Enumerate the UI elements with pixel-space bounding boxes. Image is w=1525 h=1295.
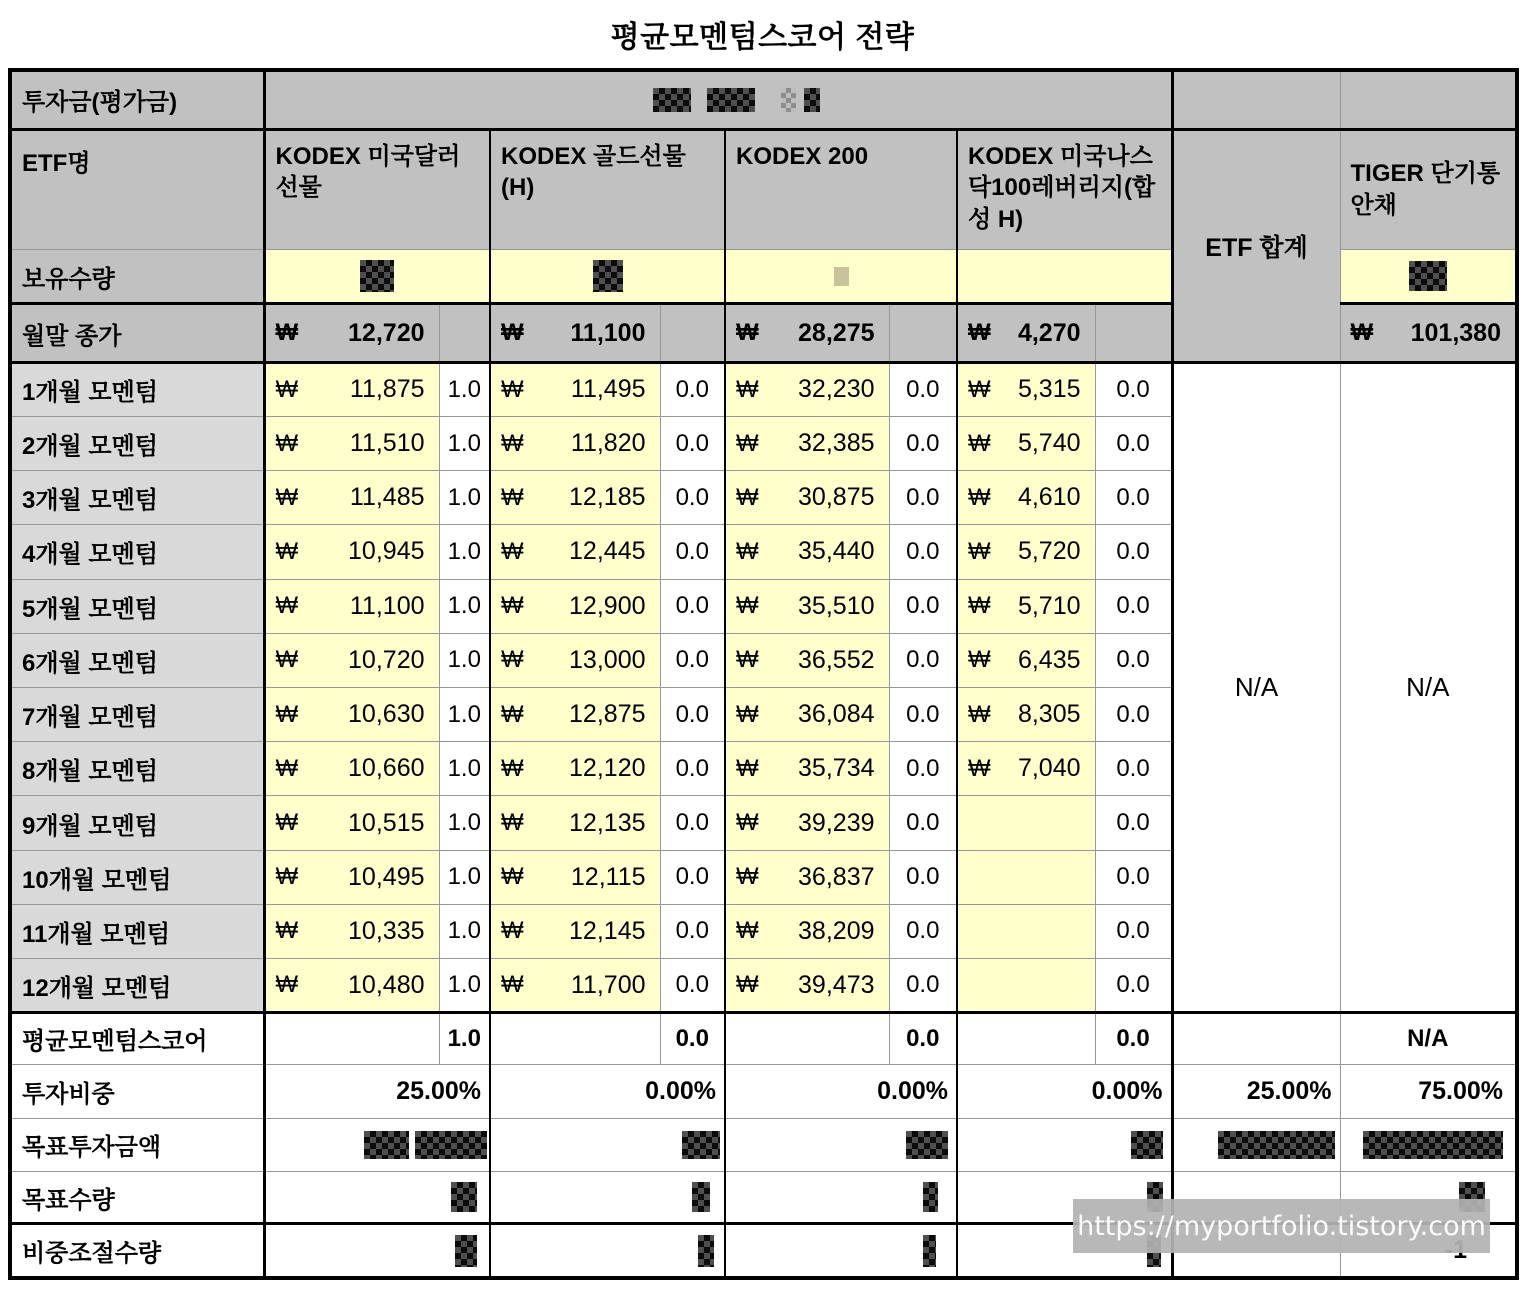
- won-symbol: ₩: [736, 700, 759, 728]
- momentum-row-label: 5개월 모멘텀: [10, 579, 264, 633]
- won-symbol: ₩: [968, 700, 991, 728]
- momentum-score-cell: 1.0: [439, 904, 490, 958]
- momentum-value-cell: ₩ 12,900: [490, 579, 660, 633]
- momentum-row-label: 4개월 모멘텀: [10, 525, 264, 579]
- momentum-row-label: 3개월 모멘텀: [10, 471, 264, 525]
- momentum-score-cell: 0.0: [1095, 742, 1172, 796]
- censored-value: [1363, 1131, 1503, 1159]
- weight-tiger: 75.00%: [1340, 1064, 1517, 1118]
- momentum-score-cell: 0.0: [660, 742, 725, 796]
- won-symbol: ₩: [968, 483, 991, 511]
- won-symbol: ₩: [275, 319, 299, 347]
- won-symbol: ₩: [968, 592, 991, 620]
- momentum-value-cell: ₩ 12,135: [490, 796, 660, 850]
- momentum-score-cell: 1.0: [439, 579, 490, 633]
- momentum-value-cell: ₩ 7,040: [957, 742, 1095, 796]
- holdings-nasdaq-cell: [957, 250, 1172, 304]
- won-symbol: ₩: [968, 754, 991, 782]
- row-etf-names: [10, 129, 1517, 249]
- rebalance-usd-censored: [264, 1224, 490, 1278]
- weight-kodex200: 0.00%: [725, 1064, 957, 1118]
- avg-etf-total-cell: [1172, 1013, 1340, 1064]
- won-symbol: ₩: [736, 754, 759, 782]
- avg-kodex200-value-cell: [725, 1013, 889, 1064]
- won-symbol: ₩: [275, 863, 299, 891]
- momentum-score-cell: 0.0: [889, 959, 957, 1013]
- momentum-score-cell: 0.0: [889, 471, 957, 525]
- won-symbol: ₩: [275, 592, 299, 620]
- censored-value: [360, 260, 394, 292]
- won-symbol: ₩: [968, 375, 991, 403]
- invest-etf-total-cell: [1172, 70, 1340, 129]
- censored-value: [692, 1182, 710, 1212]
- weight-usd: 25.00%: [264, 1064, 490, 1118]
- row-invest-amount: [10, 70, 1517, 129]
- target-qty-kodex200-censored: [725, 1171, 957, 1223]
- won-symbol: ₩: [968, 537, 991, 565]
- won-symbol: ₩: [501, 700, 524, 728]
- momentum-score-cell: 0.0: [1095, 633, 1172, 687]
- momentum-value-cell: ₩ 11,485: [264, 471, 439, 525]
- close-usd-score-cell: [439, 304, 490, 362]
- close-gold-score-cell: [660, 304, 725, 362]
- avg-nasdaq-value-cell: [957, 1013, 1095, 1064]
- won-symbol: ₩: [736, 917, 759, 945]
- won-symbol: ₩: [736, 592, 759, 620]
- momentum-score-cell: 0.0: [1095, 904, 1172, 958]
- target-qty-gold-censored: [490, 1171, 725, 1223]
- avg-kodex200-score: 0.0: [889, 1013, 957, 1064]
- momentum-value-cell: ₩ 8,305: [957, 687, 1095, 741]
- won-symbol: ₩: [736, 646, 759, 674]
- momentum-value-cell: ₩ 32,385: [725, 416, 889, 470]
- won-symbol: ₩: [501, 863, 524, 891]
- censored-value: [1218, 1131, 1335, 1159]
- momentum-value-cell: ₩ 6,435: [957, 633, 1095, 687]
- momentum-score-cell: 0.0: [1095, 525, 1172, 579]
- momentum-value-cell: [957, 904, 1095, 958]
- weight-gold: 0.00%: [490, 1064, 725, 1118]
- close-kodex200: ₩ 28,275: [725, 304, 889, 362]
- won-symbol: ₩: [275, 809, 299, 837]
- momentum-value-cell: ₩ 38,209: [725, 904, 889, 958]
- holdings-kodex200-censored: [725, 250, 957, 304]
- momentum-row-label: 2개월 모멘텀: [10, 416, 264, 470]
- momentum-value-cell: ₩ 11,820: [490, 416, 660, 470]
- target-amount-kodex200-censored: [725, 1118, 957, 1171]
- momentum-value-cell: ₩ 35,734: [725, 742, 889, 796]
- etf-name-tiger: TIGER 단기통안채: [1340, 129, 1517, 249]
- momentum-score-cell: 0.0: [889, 579, 957, 633]
- momentum-row-label: 6개월 모멘텀: [10, 633, 264, 687]
- won-symbol: ₩: [736, 863, 759, 891]
- row-target-amount: [10, 1118, 1517, 1171]
- won-symbol: ₩: [501, 375, 524, 403]
- momentum-score-cell: 0.0: [660, 904, 725, 958]
- censored-value: [1131, 1131, 1163, 1159]
- close-label: 월말 종가: [10, 304, 264, 362]
- momentum-score-cell: 1.0: [439, 362, 490, 416]
- momentum-score-cell: 0.0: [660, 687, 725, 741]
- momentum-row-label: 9개월 모멘텀: [10, 796, 264, 850]
- momentum-score-cell: 1.0: [439, 850, 490, 904]
- won-symbol: ₩: [501, 537, 524, 565]
- won-symbol: ₩: [275, 971, 299, 999]
- rebalance-gold-censored: [490, 1224, 725, 1278]
- momentum-value-cell: ₩ 12,115: [490, 850, 660, 904]
- momentum-value-cell: ₩ 32,230: [725, 362, 889, 416]
- momentum-value-cell: ₩ 5,740: [957, 416, 1095, 470]
- won-symbol: ₩: [275, 646, 299, 674]
- momentum-value-cell: ₩ 36,084: [725, 687, 889, 741]
- won-symbol: ₩: [501, 592, 524, 620]
- censored-value: [415, 1131, 487, 1159]
- won-symbol: ₩: [968, 429, 991, 457]
- momentum-value-cell: ₩ 36,552: [725, 633, 889, 687]
- close-kodex200-score-cell: [889, 304, 957, 362]
- target-amount-etf-total-censored: [1172, 1118, 1340, 1171]
- momentum-value-cell: ₩ 39,473: [725, 959, 889, 1013]
- invest-tiger-cell: [1340, 70, 1517, 129]
- invest-amount-label: 투자금(평가금): [10, 70, 264, 129]
- row-avg-momentum-score: [10, 1013, 1517, 1064]
- close-tiger: ₩ 101,380: [1340, 304, 1517, 362]
- won-symbol: ₩: [736, 375, 759, 403]
- momentum-score-cell: 0.0: [1095, 471, 1172, 525]
- close-gold: ₩ 11,100: [490, 304, 660, 362]
- won-symbol: ₩: [1350, 319, 1374, 347]
- momentum-value-cell: [957, 959, 1095, 1013]
- momentum-score-cell: 1.0: [439, 796, 490, 850]
- momentum-score-cell: 1.0: [439, 687, 490, 741]
- target-qty-usd-censored: [264, 1171, 490, 1223]
- momentum-score-cell: 1.0: [439, 525, 490, 579]
- momentum-value-cell: ₩ 10,945: [264, 525, 439, 579]
- avg-usd-value-cell: [264, 1013, 439, 1064]
- momentum-value-cell: ₩ 10,480: [264, 959, 439, 1013]
- target-amount-label: 목표투자금액: [10, 1118, 264, 1171]
- momentum-row-label: 8개월 모멘텀: [10, 742, 264, 796]
- etf-name-nasdaq-leverage: KODEX 미국나스닥100레버리지(합성 H): [957, 129, 1172, 249]
- momentum-strategy-table: [8, 68, 1519, 1280]
- momentum-value-cell: ₩ 30,875: [725, 471, 889, 525]
- target-amount-usd-censored: [264, 1118, 490, 1171]
- won-symbol: ₩: [501, 429, 524, 457]
- momentum-score-cell: 0.0: [889, 850, 957, 904]
- momentum-row-label: 7개월 모멘텀: [10, 687, 264, 741]
- momentum-score-cell: 0.0: [1095, 579, 1172, 633]
- momentum-score-cell: 0.0: [1095, 850, 1172, 904]
- momentum-value-cell: ₩ 11,510: [264, 416, 439, 470]
- momentum-value-cell: [957, 796, 1095, 850]
- target-amount-tiger-censored: [1340, 1118, 1517, 1171]
- momentum-score-cell: 1.0: [439, 633, 490, 687]
- holdings-usd-censored: [264, 250, 490, 304]
- won-symbol: ₩: [275, 483, 299, 511]
- momentum-value-cell: ₩ 10,335: [264, 904, 439, 958]
- censored-value: [451, 1182, 477, 1212]
- censored-value: [455, 1235, 477, 1267]
- momentum-tiger-na: N/A: [1340, 362, 1517, 1013]
- censored-value: [682, 1131, 720, 1159]
- won-symbol: ₩: [275, 700, 299, 728]
- momentum-score-cell: 1.0: [439, 471, 490, 525]
- invest-amount-value-censored: [264, 70, 1172, 129]
- momentum-row-label: 11개월 모멘텀: [10, 904, 264, 958]
- won-symbol: ₩: [736, 537, 759, 565]
- won-symbol: ₩: [968, 319, 991, 347]
- momentum-score-cell: 0.0: [889, 416, 957, 470]
- momentum-row-label: 10개월 모멘텀: [10, 850, 264, 904]
- etf-name-kodex200: KODEX 200: [725, 129, 957, 249]
- momentum-value-cell: ₩ 39,239: [725, 796, 889, 850]
- momentum-score-cell: 0.0: [660, 959, 725, 1013]
- avg-usd-score: 1.0: [439, 1013, 490, 1064]
- censored-value: [364, 1131, 409, 1159]
- momentum-score-cell: 0.0: [1095, 362, 1172, 416]
- censored-value: [906, 1131, 948, 1159]
- momentum-score-cell: 0.0: [1095, 687, 1172, 741]
- momentum-score-cell: 0.0: [1095, 796, 1172, 850]
- censored-value: [923, 1235, 936, 1267]
- momentum-score-cell: 1.0: [439, 959, 490, 1013]
- weight-etf-total: 25.00%: [1172, 1064, 1340, 1118]
- momentum-score-cell: 0.0: [660, 362, 725, 416]
- avg-nasdaq-score: 0.0: [1095, 1013, 1172, 1064]
- target-amount-gold-censored: [490, 1118, 725, 1171]
- etf-name-usd-futures: KODEX 미국달러선물: [264, 129, 490, 249]
- avg-tiger-na: N/A: [1340, 1013, 1517, 1064]
- close-usd: ₩ 12,720: [264, 304, 439, 362]
- momentum-row-label: 12개월 모멘텀: [10, 959, 264, 1013]
- momentum-value-cell: ₩ 10,495: [264, 850, 439, 904]
- won-symbol: ₩: [501, 754, 524, 782]
- won-symbol: ₩: [501, 483, 524, 511]
- censored-value: [834, 267, 849, 286]
- row-invest-weight: [10, 1064, 1517, 1118]
- momentum-score-cell: 1.0: [439, 742, 490, 796]
- avg-score-label: 평균모멘텀스코어: [10, 1013, 264, 1064]
- momentum-value-cell: ₩ 11,495: [490, 362, 660, 416]
- censored-value: [698, 1235, 714, 1267]
- censored-value: [593, 260, 623, 292]
- holdings-tiger-censored: [1340, 250, 1517, 304]
- momentum-value-cell: ₩ 10,515: [264, 796, 439, 850]
- momentum-value-cell: ₩ 13,000: [490, 633, 660, 687]
- censored-value: [653, 72, 1171, 128]
- avg-gold-score: 0.0: [660, 1013, 725, 1064]
- etf-total-header: ETF 합계: [1172, 129, 1340, 362]
- watermark: https://myportfolio.tistory.com: [1073, 1199, 1490, 1253]
- momentum-value-cell: ₩ 12,120: [490, 742, 660, 796]
- page-title: 평균모멘텀스코어 전략: [610, 21, 915, 54]
- won-symbol: ₩: [736, 809, 759, 837]
- momentum-score-cell: 0.0: [660, 850, 725, 904]
- won-symbol: ₩: [736, 319, 759, 347]
- momentum-score-cell: 0.0: [889, 742, 957, 796]
- target-qty-label: 목표수량: [10, 1171, 264, 1223]
- won-symbol: ₩: [968, 646, 991, 674]
- momentum-value-cell: ₩ 5,720: [957, 525, 1095, 579]
- momentum-value-cell: ₩ 12,145: [490, 904, 660, 958]
- weight-label: 투자비중: [10, 1064, 264, 1118]
- won-symbol: ₩: [275, 917, 299, 945]
- momentum-value-cell: ₩ 5,315: [957, 362, 1095, 416]
- weight-nasdaq: 0.00%: [957, 1064, 1172, 1118]
- momentum-value-cell: ₩ 11,700: [490, 959, 660, 1013]
- momentum-value-cell: ₩ 4,610: [957, 471, 1095, 525]
- won-symbol: ₩: [275, 375, 299, 403]
- rebalance-label: 비중조절수량: [10, 1224, 264, 1278]
- won-symbol: ₩: [275, 754, 299, 782]
- etf-name-label: ETF명: [10, 129, 264, 249]
- won-symbol: ₩: [736, 429, 759, 457]
- momentum-value-cell: ₩ 12,185: [490, 471, 660, 525]
- target-amount-nasdaq-censored: [957, 1118, 1172, 1171]
- momentum-value-cell: ₩ 12,875: [490, 687, 660, 741]
- won-symbol: ₩: [736, 971, 759, 999]
- avg-gold-value-cell: [490, 1013, 660, 1064]
- won-symbol: ₩: [275, 429, 299, 457]
- momentum-score-cell: 0.0: [889, 525, 957, 579]
- momentum-score-cell: 0.0: [660, 796, 725, 850]
- momentum-score-cell: 0.0: [889, 362, 957, 416]
- rebalance-kodex200-censored: [725, 1224, 957, 1278]
- holdings-label: 보유수량: [10, 250, 264, 304]
- momentum-value-cell: ₩ 5,710: [957, 579, 1095, 633]
- momentum-value-cell: ₩ 11,100: [264, 579, 439, 633]
- holdings-gold-censored: [490, 250, 725, 304]
- momentum-score-cell: 0.0: [660, 525, 725, 579]
- won-symbol: ₩: [501, 319, 524, 347]
- won-symbol: ₩: [501, 971, 524, 999]
- won-symbol: ₩: [501, 809, 524, 837]
- momentum-value-cell: ₩ 35,440: [725, 525, 889, 579]
- momentum-value-cell: ₩ 10,630: [264, 687, 439, 741]
- momentum-value-cell: ₩ 10,660: [264, 742, 439, 796]
- won-symbol: ₩: [736, 483, 759, 511]
- won-symbol: ₩: [501, 917, 524, 945]
- momentum-value-cell: ₩ 36,837: [725, 850, 889, 904]
- momentum-value-cell: ₩ 12,445: [490, 525, 660, 579]
- momentum-score-cell: 0.0: [660, 633, 725, 687]
- momentum-score-cell: 0.0: [1095, 416, 1172, 470]
- momentum-value-cell: ₩ 35,510: [725, 579, 889, 633]
- momentum-score-cell: 0.0: [660, 579, 725, 633]
- momentum-score-cell: 0.0: [889, 796, 957, 850]
- momentum-score-cell: 0.0: [660, 471, 725, 525]
- momentum-score-cell: 0.0: [889, 687, 957, 741]
- momentum-score-cell: 0.0: [889, 904, 957, 958]
- momentum-value-cell: [957, 850, 1095, 904]
- censored-value: [1409, 261, 1447, 291]
- censored-value: [923, 1182, 938, 1212]
- momentum-score-cell: 0.0: [1095, 959, 1172, 1013]
- momentum-score-cell: 1.0: [439, 416, 490, 470]
- close-nasdaq: ₩ 4,270: [957, 304, 1095, 362]
- momentum-score-cell: 0.0: [660, 416, 725, 470]
- close-nasdaq-score-cell: [1095, 304, 1172, 362]
- momentum-score-cell: 0.0: [889, 633, 957, 687]
- momentum-row-label: 1개월 모멘텀: [10, 362, 264, 416]
- momentum-value-cell: ₩ 11,875: [264, 362, 439, 416]
- momentum-etf-total-na: N/A: [1172, 362, 1340, 1013]
- row-momentum-1: [10, 362, 1517, 416]
- etf-name-gold-futures: KODEX 골드선물(H): [490, 129, 725, 249]
- won-symbol: ₩: [275, 537, 299, 565]
- won-symbol: ₩: [501, 646, 524, 674]
- momentum-value-cell: ₩ 10,720: [264, 633, 439, 687]
